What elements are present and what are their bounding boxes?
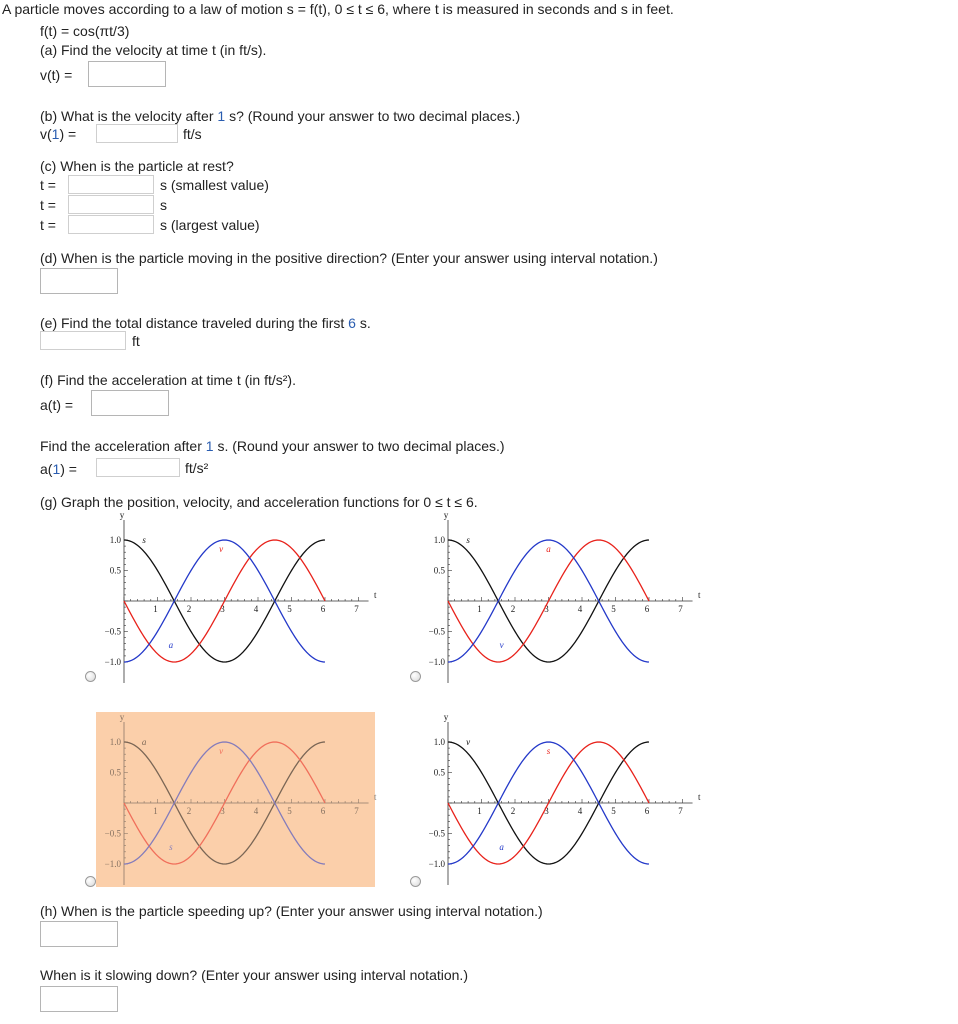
- series-s-label: s: [546, 746, 551, 757]
- x-tick-label: 4: [253, 604, 259, 614]
- x-tick-label: 3: [220, 604, 225, 614]
- y-tick-label: 0.5: [109, 767, 121, 778]
- part-f2-unit: ft/s²: [185, 460, 209, 476]
- y-axis-label: y: [119, 712, 125, 722]
- x-tick-label: 1: [477, 806, 482, 816]
- acceleration-function-input[interactable]: [91, 390, 169, 416]
- part-c-row3-label: t =: [40, 217, 56, 233]
- x-tick-label: 3: [544, 604, 549, 614]
- y-tick-label: 0.5: [433, 767, 445, 778]
- x-tick-label: 5: [611, 604, 616, 614]
- t-axis-label: t: [697, 792, 701, 802]
- x-tick-label: 5: [611, 806, 616, 816]
- y-tick-label: −1.0: [428, 657, 445, 667]
- graph-option-1-radio[interactable]: [85, 671, 96, 682]
- velocity-at-1-input[interactable]: [96, 124, 178, 143]
- x-tick-label: 7: [354, 806, 359, 816]
- part-a-question: (a) Find the velocity at time t (in ft/s).: [40, 42, 267, 58]
- x-tick-label: 2: [510, 806, 516, 816]
- y-tick-label: −0.5: [428, 828, 445, 839]
- y-tick-label: 1.0: [109, 535, 121, 545]
- x-tick-label: 3: [220, 806, 225, 816]
- series-v-label: v: [499, 639, 504, 650]
- series-a-label: a: [499, 841, 504, 852]
- x-tick-label: 4: [253, 806, 259, 816]
- x-tick-label: 4: [577, 806, 583, 816]
- part-c-row1-suffix: s (smallest value): [160, 177, 269, 193]
- y-tick-label: −1.0: [104, 657, 121, 667]
- part-e-unit: ft: [132, 333, 140, 349]
- acceleration-at-1-input[interactable]: [96, 458, 180, 477]
- x-tick-label: 2: [186, 604, 192, 614]
- x-tick-label: 3: [544, 806, 549, 816]
- y-tick-label: −1.0: [104, 859, 121, 869]
- series-s-label: s: [169, 841, 173, 852]
- t-axis-label: t: [373, 792, 377, 802]
- speeding-up-interval-input[interactable]: [40, 921, 118, 947]
- part-b-label: v(1) =: [40, 126, 77, 142]
- x-tick-label: 6: [644, 604, 650, 614]
- y-tick-label: 1.0: [109, 737, 121, 747]
- rest-time-middle-input[interactable]: [68, 195, 154, 214]
- y-tick-label: −0.5: [104, 626, 121, 637]
- x-tick-label: 5: [287, 604, 292, 614]
- part-h2-question: When is it slowing down? (Enter your answer using interval notation.): [40, 967, 468, 983]
- y-tick-label: −0.5: [104, 828, 121, 839]
- part-d-question: (d) When is the particle moving in the positive direction? (Enter your answer using interval notation.): [40, 250, 658, 266]
- graph-option-3-radio[interactable]: [85, 876, 96, 887]
- slowing-down-interval-input[interactable]: [40, 986, 118, 1012]
- series-a-label: a: [546, 544, 551, 555]
- graph-svg: [96, 710, 377, 890]
- y-axis-label: y: [443, 510, 449, 520]
- total-distance-input[interactable]: [40, 331, 126, 350]
- t-axis-label: t: [697, 590, 701, 600]
- part-c-row1-label: t =: [40, 177, 56, 193]
- y-axis-label: y: [119, 510, 125, 520]
- part-a-label: v(t) =: [40, 67, 73, 83]
- part-b-question: (b) What is the velocity after 1 s? (Round your answer to two decimal places.): [40, 108, 521, 124]
- series-s-label: s: [142, 535, 146, 545]
- x-tick-label: 6: [644, 806, 650, 816]
- graph-option-2: [420, 508, 701, 688]
- graph-option-3: [96, 710, 377, 890]
- part-f-question: (f) Find the acceleration at time t (in ft/s²).: [40, 372, 296, 388]
- part-c-row2-suffix: s: [160, 197, 167, 213]
- part-c-row2-label: t =: [40, 197, 56, 213]
- velocity-function-input[interactable]: [88, 61, 166, 87]
- part-f2-question: Find the acceleration after 1 s. (Round your answer to two decimal places.): [40, 438, 505, 454]
- x-tick-label: 6: [320, 604, 326, 614]
- graph-svg: [420, 508, 701, 688]
- series-s-label: s: [466, 535, 470, 545]
- part-c-question: (c) When is the particle at rest?: [40, 158, 234, 174]
- part-c-row3-suffix: s (largest value): [160, 217, 260, 233]
- part-e-question: (e) Find the total distance traveled during the first 6 s.: [40, 315, 371, 331]
- series-v-label: v: [219, 544, 224, 555]
- y-tick-label: 1.0: [433, 535, 445, 545]
- part-b-unit: ft/s: [183, 126, 202, 142]
- y-tick-label: 0.5: [109, 565, 121, 576]
- x-tick-label: 4: [577, 604, 583, 614]
- part-f-label: a(t) =: [40, 397, 74, 413]
- x-tick-label: 6: [320, 806, 326, 816]
- positive-direction-interval-input[interactable]: [40, 268, 118, 294]
- x-tick-label: 5: [287, 806, 292, 816]
- y-tick-label: −0.5: [428, 626, 445, 637]
- graph-option-1: [96, 508, 377, 688]
- x-tick-label: 7: [678, 806, 683, 816]
- graph-option-4-radio[interactable]: [410, 876, 421, 887]
- part-g-question: (g) Graph the position, velocity, and acceleration functions for 0 ≤ t ≤ 6.: [40, 494, 478, 510]
- series-a-label: a: [141, 737, 147, 747]
- x-tick-label: 7: [678, 604, 683, 614]
- series-v-label: v: [466, 737, 471, 747]
- graph-option-2-radio[interactable]: [410, 671, 421, 682]
- y-tick-label: 1.0: [433, 737, 445, 747]
- graph-svg: [420, 710, 701, 890]
- x-tick-label: 2: [510, 604, 516, 614]
- x-tick-label: 7: [354, 604, 359, 614]
- function-definition: f(t) = cos(πt/3): [40, 23, 130, 39]
- rest-time-smallest-input[interactable]: [68, 175, 154, 194]
- x-tick-label: 1: [153, 604, 158, 614]
- rest-time-largest-input[interactable]: [68, 215, 154, 234]
- y-tick-label: −1.0: [428, 859, 445, 869]
- graph-option-4: [420, 710, 701, 890]
- graph-svg: [96, 508, 377, 688]
- series-v-label: v: [219, 746, 224, 757]
- t-axis-label: t: [373, 590, 377, 600]
- problem-intro: A particle moves according to a law of motion s = f(t), 0 ≤ t ≤ 6, where t is measured in seconds and s in feet.: [2, 1, 674, 17]
- part-f2-label: a(1) =: [40, 461, 77, 477]
- y-tick-label: 0.5: [433, 565, 445, 576]
- x-tick-label: 1: [153, 806, 158, 816]
- x-tick-label: 2: [186, 806, 192, 816]
- y-axis-label: y: [443, 712, 449, 722]
- part-h-question: (h) When is the particle speeding up? (Enter your answer using interval notation.): [40, 903, 543, 919]
- series-a-label: a: [168, 639, 174, 650]
- x-tick-label: 1: [477, 604, 482, 614]
